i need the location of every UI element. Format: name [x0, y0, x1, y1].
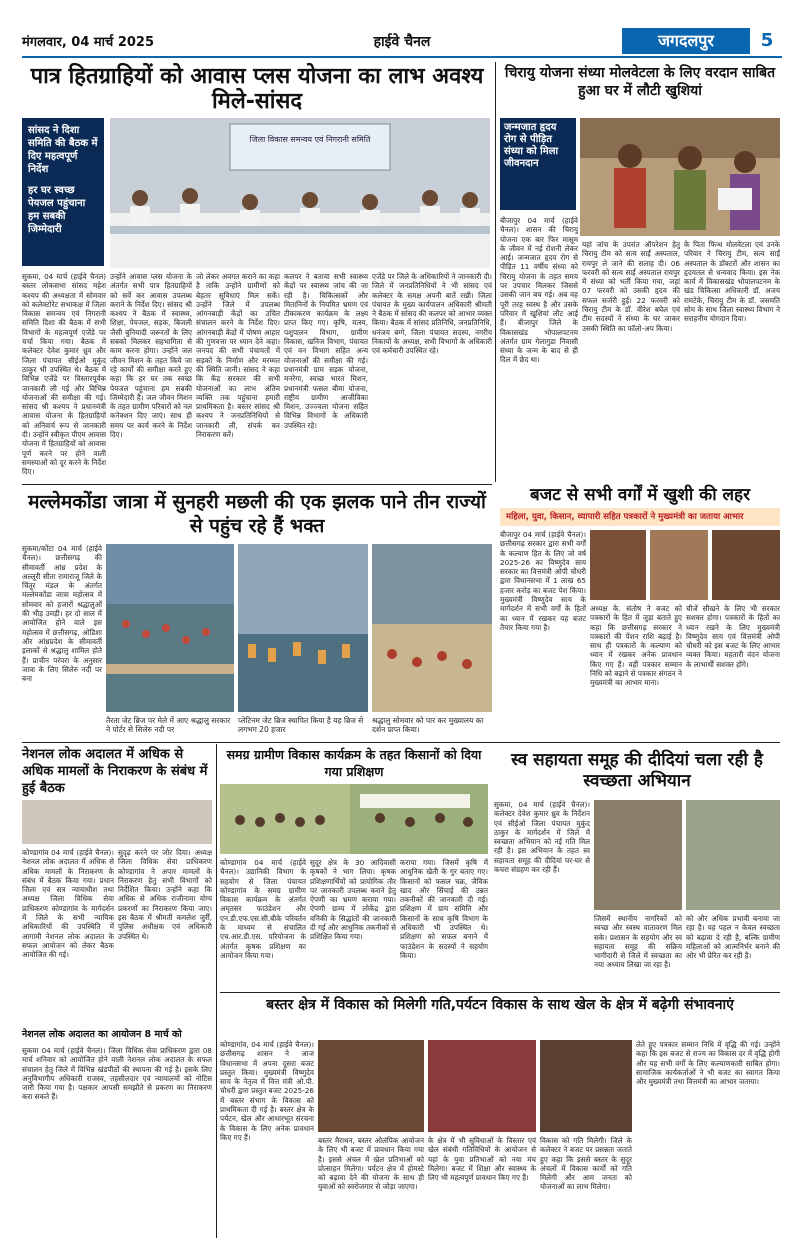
section-rule-3 — [220, 992, 780, 993]
story8-col5: लेते हुए पत्रकार सम्मान निधि में वृद्धि की गई। उन्होंने कहा कि इस बजट से राज्य का विकास दर में वृद्धि होगी और यह सभी वर्गों के लिए कल्याणकारी साबित होगा। सामाजिक कार्यकर्ताओं ने भी बजट का स्वागत किया और मुख्यमंत्री तथा वित्तमंत्री का आभार जताया। — [636, 1040, 780, 1087]
story5-subheadline: नेशनल लोक अदालत का आयोजन 8 मार्च को — [22, 1029, 182, 1040]
story8-col4: विकास को गति मिलेगी। जिले के कलेक्टर ने बजट पर प्रसन्नता जताते हुए कहा कि इससे बस्तर के सुदूर अंचलों में विकास कार्यों को गति मिलेगी और आम जनता को योजनाओं का लाभ मिलेगा। — [540, 1136, 632, 1192]
story8-col1: कोण्डागांव, 04 मार्च (हाईवे चैनल)। छत्तीसगढ़ शासन ने आज विधानसभा में अपना दूसरा बजट प्रस्तुत किया। मुख्यमंत्री विष्णुदेव साय के नेतृत्व में वित्त मंत्री ओ.पी. चौधरी द्वारा प्रस्तुत बजट 2025-26 में बस्तर संभाग के विकास को प्राथमिकता दी गई है। बस्तर क्षेत्र के पर्यटन, खेल और आधारभूत संरचना के विकास के लिए अनेक प्रावधान किए गए हैं। — [220, 1040, 314, 1142]
story1-col2: उन्होंने आवास प्लस योजना के अंतर्गत सभी पात्र हितग्राहियों को सर्वे कर आवास उपलब्ध कराने के निर्देश दिए। सांसद श्री कश्यप ने बैठक में स्वास्थ्य, शिक्षा, पेयजल, सड़क, बिजली जैसी बुनियादी जरूरतों के लिए सबको मिलकर सहभागिता से काम करना होगा। उन्होंने जल जीवन मिशन के तहत किये जा रहे कार्यों की समीक्षा करते हुए कहा कि हर घर तक स्वच्छ पेयजल पहुंचाना हम सबकी जिम्मेदारी है। जल जीवन मिशन के तहत ग्रामीण परिवारों को नल कनेक्शन दिए जाएं। साथ ही समय पर कार्य करने के निर्देश दिए। — [110, 272, 192, 440]
story2-sidebox — [500, 118, 576, 210]
story3-portrait-3 — [712, 530, 780, 600]
story4-col1: सुकमा/कोंटा 04 मार्च (हाईवे चैनल)। छत्तीसगढ़ की सीमावर्ती आंध्र प्रदेश के अल्लूरी सीता रामाराजू जिले के चिंतूर मंडल के अंतर्गत मल्लेमकोंडा जात्रा महोत्सव में सोमवार को हजारों श्रद्धालुओं की भीड़ उमड़ी। हर दो साल में आयोजित होने वाले इस महोत्सव में छत्तीसगढ़, ओडिशा और आंध्रप्रदेश के सीमावर्ती इलाकों से श्रद्धालु शामिल होते हैं। प्राचीन परंपरा के अनुसार जात्रा के लिए सिलेरु नदी पर बना — [22, 544, 102, 684]
story2-headline: चिरायु योजना संध्या मोलवेटला के लिए वरदान साबित हुआ घर में लौटी खुशियां — [504, 65, 776, 99]
story1-meeting-photo — [110, 118, 490, 268]
story8-portrait-1 — [318, 1040, 424, 1132]
story5-meeting-photo — [22, 800, 212, 844]
devotees-scene — [372, 544, 492, 712]
masthead-rule — [22, 56, 782, 58]
story3-col1: बीजापुर 04 मार्च (हाईवे चैनल)। छत्तीसगढ़ सरकार द्वारा सभी वर्गों के कल्याण हित के लिए जो वर्ष 2025-26 का विष्णुदेव साय सरकार का वित्तमंत्री ओपी चौधरी द्वारा विधानसभा में 1 लाख 65 हजार करोड़ का बजट पेश किया। मुख्यमंत्री विष्णुदेव साय के मार्गदर्शन में सभी वर्गों के हितों का ध्यान में रखकर यह बजट तैयार किया गया है। — [500, 530, 586, 632]
story8-col3: के क्षेत्र में भी सुविधाओं के विस्तार एवं खेल संबंधी गतिविधियों के आयोजन से यहां के युवा प्रतिभाओं को नया मंच मिलेगा। बजट में शिक्षा और स्वास्थ्य के लिए भी महत्वपूर्ण प्रावधान किए गए हैं। — [428, 1136, 536, 1183]
meeting-banner-text: जिला विकास समन्वय एवं निगरानी समिति — [249, 135, 371, 144]
story8-portrait-2 — [428, 1040, 536, 1132]
story4-photo-crowd — [106, 544, 234, 712]
story3-headline: बजट से सभी वर्गों में खुशी की लहर — [529, 485, 751, 505]
story4-headline: मल्लेमकोंडा जात्रा में सुनहरी मछली की एक झलक पाने तीन राज्यों से पहुंच रहे हैं भक्त — [28, 491, 486, 537]
story7-col2: जिसमें स्थानीय नागरिकों को स्वच्छ और स्वस्थ वातावरण मिल सके। प्रशासन के सहयोग और स्व सहायता समूह की सक्रिय भागीदारी से जिले में स्वच्छता का नया अध्याय लिखा जा रहा है। — [594, 914, 682, 970]
story5-headline: नेशनल लोक अदालत में अधिक से अधिक मामलों के निराकरण के संबंध में हुई बैठक — [22, 747, 208, 796]
section-rule-2 — [22, 742, 780, 743]
section-rule-1 — [22, 484, 492, 485]
story3-col2: अध्यक्ष के. संतोष ने बजट को पत्रकारों के हित में जुड़ा बताते हुए कहा कि छत्तीसगढ़ सरकार ने पत्रकारों की पेंशन राशि बढ़ाई है। साथ ही पत्रकारों के कल्याण को ध्यान में रखकर अनेक प्रावधान किए गए हैं। वहीं पत्रकार सम्मान निधि को बढ़ाने से पत्रकार संगठन ने मुख्यमंत्री का आभार माना। — [590, 604, 682, 688]
story7-headline: स्व सहायता समूह की दीदियां चला रही है स्वच्छता अभियान — [511, 750, 763, 791]
river-crossing-scene — [238, 544, 368, 712]
story7-col1: सुकमा, 04 मार्च (हाईवे चैनल)। कलेक्टर देवेश कुमार ध्रुव के निर्देशन एवं सीईओ जिला पंचायत मुकुंद ठाकुर के मार्गदर्शन में जिले में स्वच्छता अभियान को नई गति मिल रही है। इस अभियान के तहत स्व सहायता समूह की दीदियां घर-घर से कचरा संग्रहण कर रही हैं। — [494, 800, 590, 875]
column-divider — [495, 62, 496, 482]
meeting-scene — [110, 118, 490, 268]
story4-caption-1: तैरता जेट ब्रिज पर मेले में आए श्रद्धालु सरकार ने पोर्टर से सिलेरु नदी पर — [106, 716, 231, 734]
story6-col2: सुदूर क्षेत्र के 30 आदिवासी कृषकों ने भाग लिया। कृषक प्रशिक्षणार्थियों को प्रायोगिक तौर पर जानकारी उपलब्ध कराने हेतु ऐपणी का भ्रमण कराया गया। ऐपणी ग्राम्य में लोकेंद्र द्वारा वनिकी के सिद्धांतों की जानकारी दी गई और आधुनिक तकनीकों से प्रशिक्षित किया गया। — [310, 858, 396, 942]
story6-col1: कोण्डागांव 04 मार्च (हाईवे चैनल)। उद्यानिकी विभाग के सहयोग से जिला पंचायत कोण्डागांव के समग्र ग्रामीण विकास कार्यक्रम के अंतर्गत अमृतसर फाउंडेशन और एन.डी.एफ.एस.सी.बीके परिवर्तन के माध्यम से संचालित एच.आर.डी.एस. परियोजना के अंतर्गत कृषक प्रशिक्षण का आयोजन किया गया। — [220, 858, 306, 960]
story7-photo-women — [594, 800, 682, 910]
story3-portrait-1 — [590, 530, 646, 600]
column-divider-2 — [216, 744, 217, 1238]
story4-photo-devotees — [372, 544, 492, 712]
story1-col4: कलपर ने बताया सभी स्वास्थ्य केंद्रों पर स्वास्थ्य जांच की जा रही है। चिकित्सकों और मितानिनों के नियमित भ्रमण एवं टीकाकरण कार्यक्रम के लक्ष्य प्राप्त किए गए। कृषि, मत्स्य, पशुपालन विभाग, ग्रामीण विकास, खनिज विभाग, पंचायत एवं वन विभाग सहित अन्य योजनाओं की समीक्षा की गई। प्रधानमंत्री ग्राम सड़क योजना, मनरेगा, स्वच्छ भारत मिशन, प्रधानमंत्री फसल बीमा योजना, राष्ट्रीय ग्रामीण आजीविका मिशन, उज्ज्वला योजना सहित विभिन्न विभागों के अधिकारी उपस्थित रहे। — [284, 272, 368, 430]
story8-col2: बस्तर मैराथन, बस्तर ओलंपिक आयोजन के लिए भी बजट में प्रावधान किया गया है। इससे अंचल में खेल प्रतिभाओं को प्रोत्साहन मिलेगा। पर्यटन क्षेत्र में होमस्टे को बढ़ावा देने की योजना के साथ ही युवाओं को स्वरोजगार से जोड़ा जाएगा। — [318, 1136, 424, 1192]
story1-side-point1: सांसद ने दिशा समिति की बैठक में दिए महत्वपूर्ण निर्देश — [28, 125, 98, 175]
city-tag: जगदलपुर — [622, 28, 750, 54]
story7-photo-cart — [686, 800, 780, 910]
story3-strip: महिला, युवा, किसान, व्यापारी सहित पत्रकारों ने मुख्यमंत्री का जताया आभार — [500, 508, 780, 526]
story4-caption-2: प्लेटिनम जेट ब्रिज स्थापित किया है यह ब्रिज से लगभग 20 हजार — [238, 716, 364, 734]
page-number: 5 — [760, 30, 774, 51]
story7-col3: को और अधिक प्रभावी बनाया जा रहा है। यह पहल न केवल स्वच्छता को बढ़ावा दे रही है, बल्कि ग्रामीण महिलाओं को आत्मनिर्भर बनाने की ओर भी प्रेरित कर रही है। — [686, 914, 780, 961]
crowd-bridge-scene — [106, 544, 234, 712]
story1-side-point2: हर घर स्वच्छ पेयजल पहुंचाना हम सबकी जिम्मेदारी — [28, 185, 86, 235]
story3-portrait-2 — [650, 530, 708, 600]
story3-col3: चीजें सीखने के लिए भी सरकार सशक्त होगा। पत्रकारों के हितों का ध्यान रखने के लिए मुख्यमंत्री विष्णुदेव साय एवं वित्तमंत्री ओपी चौधरी को इस बजट के लिए आभार व्यक्त किया। महतारी वंदन योजना के लाभार्थी सशक्त होंगे। — [686, 604, 780, 669]
story5-col2: सुदृढ़ करने पर जोर दिया। अध्यक्ष जिला विधिक सेवा प्राधिकरण कोण्डागांव ने अपार मामलों के निराकरण हेतु सभी विभागों को निर्देशित किया। उन्होंने कहा कि अधिक से अधिक राजीनामा योग्य प्रकरणों का निराकरण किया जाए। इस बैठक में श्रीमती कमलेश जुर्री, पुलिस अधीक्षक एवं अधिकारी उपस्थित थे। — [118, 848, 212, 941]
story4-photo-river — [238, 544, 368, 712]
story4-caption-3: श्रद्धालु सोमवार को पार कर मुख्यालय का दर्शन प्राप्त किया। — [372, 716, 484, 734]
story5-col3: सुकमा 04 मार्च (हाईवे चैनल)। जिला विधिक सेवा प्राधिकरण द्वारा 08 मार्च शनिवार को आयोजित होने वाली नेशनल लोक अदालत के सफल संचालन हेतु जिले में विभिन्न खंडपीठों की स्थापना की गई है। इसके लिए अनुविभागीय अधिकारी राजस्व, तहसीलदार एवं न्यायालयों को नोटिस जारी किया गया है। पक्षकार आपसी समझौते से प्रकरण का निराकरण करा सकते हैं। — [22, 1046, 212, 1102]
story8-portrait-3 — [540, 1040, 632, 1132]
story6-headline: समग्र ग्रामीण विकास कार्यक्रम के तहत किसानों को दिया गया प्रशिक्षण — [226, 747, 482, 779]
masthead — [22, 28, 782, 54]
issue-date: मंगलवार, 04 मार्च 2025 — [22, 35, 155, 50]
story1-sidebox — [22, 118, 104, 266]
story1-col3: जो लेकर अवगत कराने का कहा है ताकि उन्होंने ग्रामीणों को बेहतर सुविधाएं मिल सकें। उन्होंने जिले में उपलब्ध आंगनबाड़ी केंद्रों का उचित संचालन करने के निर्देश दिए। आंगनबाड़ी केंद्रों में पोषण आहार की गुणवत्ता पर ध्यान देने कहा। जनपद की सभी पंचायतों में सड़कों के निर्माण और मरम्मत की स्थिति जानी। सांसद ने कहा कि केंद्र सरकार की सभी योजनाओं का लाभ अंतिम व्यक्ति तक पहुंचाना हमारी प्राथमिकता है। बस्तर सांसद श्री कश्यप ने जनप्रतिनिधियों से जानकारी ली, संपर्क कर निराकरण करें। — [196, 272, 280, 440]
story2-col1: बीजापुर 04 मार्च (हाईवे चैनल)। शासन की चिरायु योजना एक बार फिर मासूम के जीवन में नई रोशनी लेकर आई। जन्मजात हृदय रोग से पीड़ित 11 वर्षीय संध्या को चिरायु योजना के तहत समय पर उपचार मिलकर जिससे उसकी जान बच गई। अब वह पूरी तरह स्वस्थ है और उसके परिवार में खुशियां लौट आई हैं। बीजापुर जिले के विकासखंड भोपालपटनम अंतर्गत ग्राम गेलागुडा निवासी संध्या के जन्म के बाद से ही दिल में छेद था। — [500, 216, 578, 365]
story1-headline: पात्र हितग्राहियों को आवास प्लस योजना का लाभ अवश्य मिले-सांसद — [30, 64, 484, 115]
family-scene — [580, 118, 780, 236]
story6-col3: कराया गया। जिसमें कृषि में आधुनिक खेती के गुर बताए गए। किसानों को फसल चक्र, जैविक खाद और सिंचाई की उन्नत तकनीकों की जानकारी दी गई। प्रशिक्षण में ग्राम समिति और किसानों के साथ कृषि विभाग के अधिकारी भी उपस्थित थे। प्रशिक्षण को सफल बनाने में फाउंडेशन के सदस्यों ने सहयोग किया। — [400, 858, 488, 960]
story1-col1: सुकमा, 04 मार्च (हाईवे चैनल) बस्तर लोकसभा सांसद महेश कश्यप की अध्यक्षता में सोमवार को कलेक्टोरेट सभाकक्ष में जिला विकास समन्वय एवं निगरानी समिति दिशा की बैठक में सभी विभागों के महत्वपूर्ण एजेंडे पर चर्चा किया गया। बैठक में कलेक्टर देवेश कुमार ध्रुव और जिला पंचायत सीईओ मुकुंद ठाकुर भी उपस्थित थे। बैठक में विभिन्न एजेंडे पर विस्तारपूर्वक जानकारी ली गई और विभिन्न योजनाओं की समीक्षा की गई। सांसद श्री कश्यप ने प्रधानमंत्री आवास योजना के हितग्राहियों को अनिवार्य रूप से जानकारी दी। उन्होंने स्वीकृत पीएम आवास योजना में हितग्राहियों को आवास पूर्ण करने पर होने वाली समस्याओं को दूर करने के निर्देश दिए। — [22, 272, 106, 477]
story6-training-photo — [220, 784, 488, 854]
story2-family-photo — [580, 118, 780, 236]
story2-col2: यहां जांच के उपरांत ऑपरेशन हेतु चिरायु टीम को सत्य साईं अस्पताल, रायपुर ले जाने की सलाह दी। 06 फरवरी को सत्य साईं अस्पताल रायपुर में संध्या को भर्ती किया गया, जहां 07 फरवरी को उसकी हृदय की सफल सर्जरी हुई। 22 फरवरी को चिरायु टीम के डॉ. वीरेश बघेल एवं टीम सदस्यों ने संध्या के घर जाकर उसकी स्थिति का फॉलो-अप किया। — [582, 240, 680, 333]
story8-headline: बस्तर क्षेत्र में विकास को मिलेगी गति,पर्यटन विकास के साथ खेल के क्षेत्र में बढ़ेगी संभावनाएं — [266, 997, 734, 1013]
story5-col1: कोण्डागांव 04 मार्च (हाईवे चैनल)। नेशनल लोक अदालत में अधिक से अधिक मामलों के निराकरण के संबंध में बैठक किया गया। प्रधान जिला एवं सत्र न्यायाधीश तथा अध्यक्ष जिला विधिक सेवा प्राधिकरण कोण्डागांव के मार्गदर्शन में जिले के सभी न्यायिक अधिकारियों की उपस्थिति में आगामी नेशनल लोक अदालत के सफल आयोजन को लेकर बैठक आयोजित की गई। — [22, 848, 114, 960]
story2-side-text: जन्मजात हृदय रोग से पीड़ित संध्या को मिला जीवनदान — [504, 122, 559, 169]
story2-col3: के पिता फिन्ध मोलवेटला एवं उनके परिवार ने चिरायु टीम, सत्य साईं अस्पताल के डॉक्टरों और शासन का हृदयतल से धन्यवाद किया। इस नेक कार्य में विकासखंड भोपालपटनम के खंड चिकित्सा अधिकारी डॉ. अजय रामटेके, चिरायु टीम के डॉ. जसमति सोम के साथ जिला स्वास्थ्य विभाग ने सराहनीय योगदान दिया। — [684, 240, 780, 324]
story1-col5: एजेंडे पर जिले के अधिकारियों ने जानकारी दी। जिले में जनप्रतिनिधियों ने भी सांसद एवं कलेक्टर के समक्ष अपनी बातें रखी। जिला पंचायत के मुख्य कार्यपालन अधिकारी श्रीमती ने बैठक में सांसद की कलपर को आभार व्यक्त किया। बैठक में सांसद प्रतिनिधि, जनप्रतिनिधि, धनंजय बग्गे, जिला पंचायत सदस्य, नगरीय निकायों के अध्यक्ष, सभी विभागों के अधिकारी एवं कर्मचारी उपस्थित रहे। — [372, 272, 492, 356]
training-scene — [220, 784, 488, 854]
paper-name: हाईवे चैनल — [373, 34, 431, 50]
